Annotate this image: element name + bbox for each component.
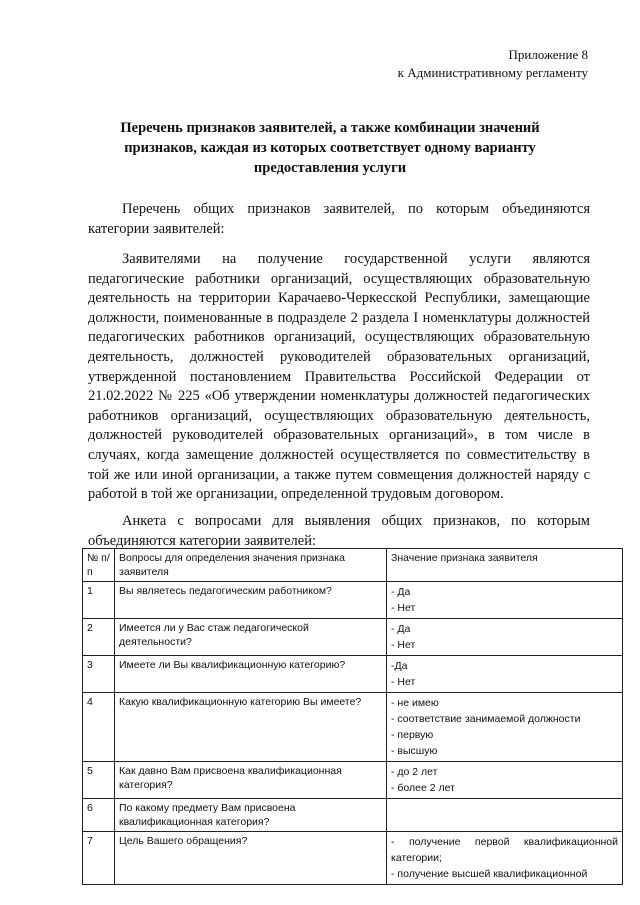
row-number: 4 (83, 693, 115, 762)
row-answers (387, 693, 623, 762)
table-row (83, 619, 623, 656)
header-question: Вопросы для определения значения признака заявителя (115, 549, 387, 582)
table-row (83, 832, 623, 885)
answer-option: - более 2 лет (391, 782, 455, 794)
row-answers (387, 656, 623, 693)
answer-option: - Нет (391, 639, 416, 651)
answer-option: - получение первой квалификационной категории; (391, 836, 618, 864)
survey-table (82, 548, 623, 885)
intro-paragraph: Перечень общих признаков заявителей, по которым объединяются категории заявителей: (88, 201, 590, 237)
table-row (83, 799, 623, 832)
row-number: 5 (83, 762, 115, 799)
row-question: Вы являетесь педагогическим работником? (115, 582, 387, 619)
row-number: 6 (83, 799, 115, 832)
page-title: Перечень признаков заявителей, а также комбинации значений признаков, каждая из которых соответствует одному варианту предоставления услуги (120, 120, 540, 176)
row-question: Имеете ли Вы квалификационную категорию? (115, 656, 387, 693)
answer-option: - не имею (391, 697, 439, 709)
row-answers (387, 762, 623, 799)
row-number: 3 (83, 656, 115, 693)
row-number: 7 (83, 832, 115, 885)
applicants-paragraph: Заявителями на получение государственной услуги являются педагогические работники организаций, осуществляющих образовательную деятельность на территории Карачаево-Черкесской Республики, замещающие должности, поименованные в подразделе 2 раздела I номенклатуры должностей педагогических работников организаций, осуществляющих образовательную деятельность, должностей руководителей образовательных организаций, утвержденной постановлением Правительства Российской Федерации от 21.02.2022 № 225 «Об утверждении номенклатуры должностей педагогических работников организаций, осуществляющих образовательную деятельность, должностей руководителей образовательных организаций», в том числе в случаях, когда замещение должностей осуществляется по совместительству в той же или иной организации, а также путем совмещения должностей наряду с работой в той же организации, определенной трудовым договором. (88, 251, 590, 503)
table-row (83, 582, 623, 619)
row-number: 2 (83, 619, 115, 656)
answer-option: - Нет (391, 676, 416, 688)
row-answers (387, 582, 623, 619)
row-answers (387, 832, 623, 885)
row-question: Какую квалификационную категорию Вы имеете? (115, 693, 387, 762)
header-value: Значение признака заявителя (387, 549, 623, 582)
row-question: Имеется ли у Вас стаж педагогической деятельности? (115, 619, 387, 656)
appendix-number: Приложение 8 (508, 47, 588, 62)
table-row (83, 656, 623, 693)
table-row (83, 693, 623, 762)
row-number: 1 (83, 582, 115, 619)
row-answers (387, 799, 623, 832)
answer-option: -Да (391, 660, 408, 672)
table-header-row (83, 549, 623, 582)
table-row (83, 762, 623, 799)
row-question: Цель Вашего обращения? (115, 832, 387, 885)
answer-option: - соответствие занимаемой должности (391, 713, 581, 725)
row-answers (387, 619, 623, 656)
answer-option: - высшую (391, 745, 438, 757)
answer-option: - первую (391, 729, 434, 741)
answer-option: - Да (391, 586, 411, 598)
answer-option: - Нет (391, 602, 416, 614)
answer-option: - до 2 лет (391, 766, 438, 778)
row-question: По какому предмету Вам присвоена квалификационная категория? (115, 799, 387, 832)
appendix-header (398, 46, 588, 82)
survey-intro-paragraph: Анкета с вопросами для выявления общих признаков, по которым объединяются категории заявителей: (88, 513, 590, 549)
answer-option: - Да (391, 623, 411, 635)
row-question: Как давно Вам присвоена квалификационная категория? (115, 762, 387, 799)
appendix-reference: к Административному регламенту (397, 65, 588, 80)
answer-option: - получение высшей квалификационной (391, 868, 588, 880)
header-number: № п/п (83, 549, 115, 582)
